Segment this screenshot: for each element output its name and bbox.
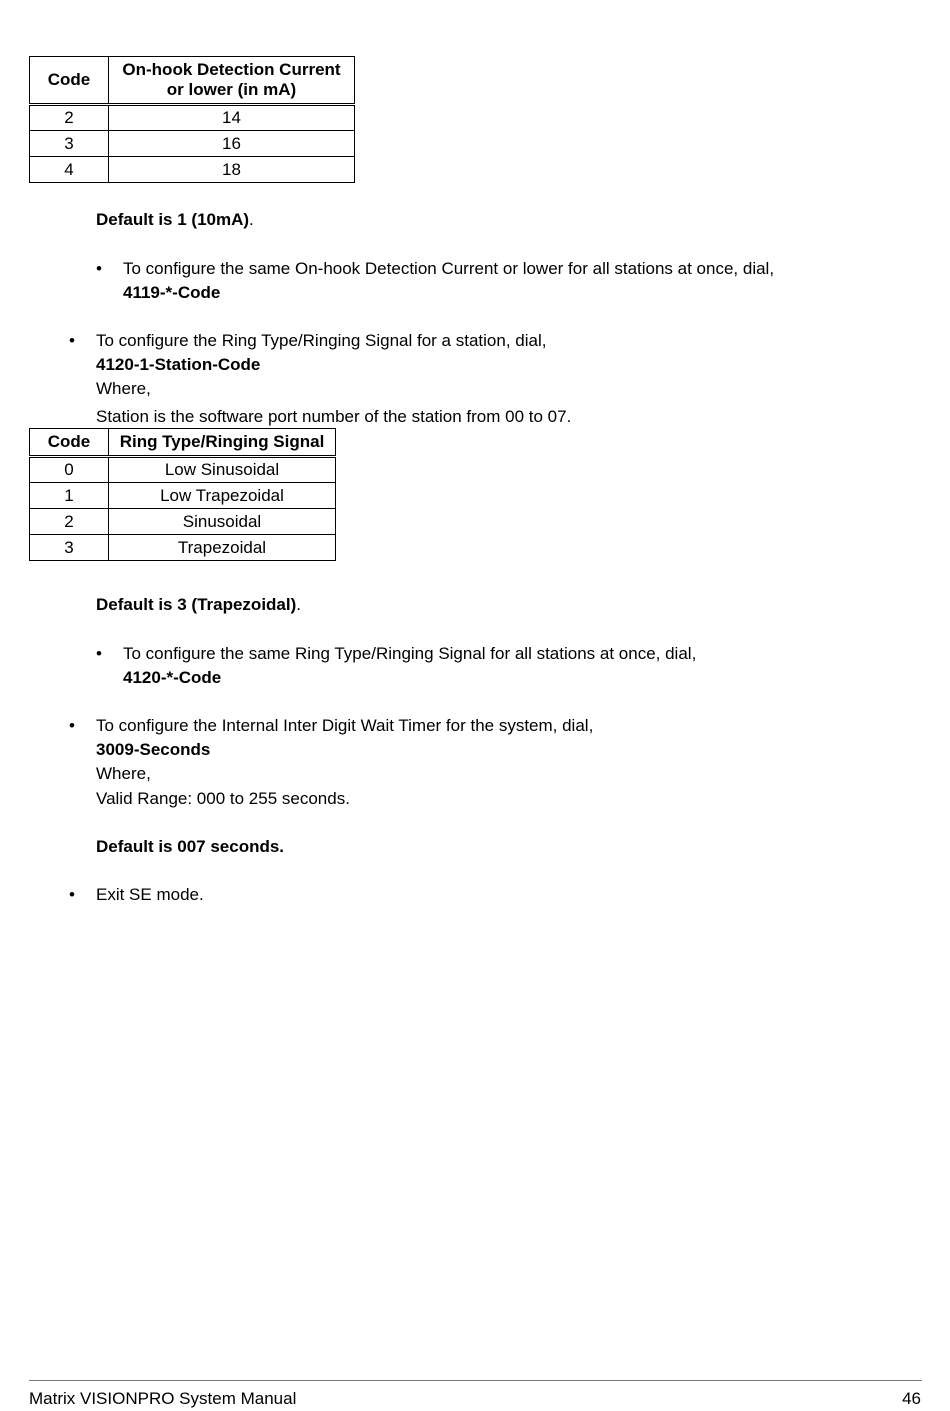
footer-divider: [29, 1380, 922, 1381]
table-cell-code: 1: [30, 483, 109, 509]
bullet-timer-default: Default is 007 seconds.: [96, 837, 285, 856]
table-cell-code: 2: [30, 509, 109, 535]
ring-type-table: [29, 428, 336, 561]
table-header-code: Code: [30, 57, 109, 105]
bullet-timer-where: Where,: [96, 764, 151, 783]
default-onhook-tail: .: [249, 210, 254, 229]
bullet-onhook-all-text: To configure the same On-hook Detection Current or lower for all stations at once, dial,: [123, 259, 775, 278]
bullet-timer-text: To configure the Internal Inter Digit Wait Timer for the system, dial,: [96, 716, 594, 735]
bullet-glyph: •: [96, 259, 102, 278]
default-ring-tail: .: [296, 595, 301, 614]
table-cell-value: Low Trapezoidal: [109, 483, 336, 509]
table-cell-value: Low Sinusoidal: [109, 457, 336, 483]
table-row: [30, 157, 355, 183]
bullet-glyph: •: [69, 716, 75, 735]
footer-title: Matrix VISIONPRO System Manual: [29, 1389, 297, 1408]
table-cell-value: Trapezoidal: [109, 535, 336, 561]
table-row: [30, 509, 336, 535]
default-onhook-bold: Default is 1 (10mA): [96, 210, 250, 229]
bullet-ring-where: Where,: [96, 379, 151, 398]
footer-page-number: 46: [902, 1389, 921, 1408]
bullet-glyph: •: [96, 644, 102, 663]
table-cell-value: 16: [109, 131, 355, 157]
default-ring-bold: Default is 3 (Trapezoidal): [96, 595, 297, 614]
table-cell-value: Sinusoidal: [109, 509, 336, 535]
table-header-ring-type: Ring Type/Ringing Signal: [109, 429, 336, 457]
bullet-onhook-all-code: 4119-*-Code: [123, 283, 221, 302]
bullet-timer-code: 3009-Seconds: [96, 740, 211, 759]
bullet-glyph: •: [69, 331, 75, 350]
default-onhook-note: [96, 208, 254, 232]
table-row: [30, 131, 355, 157]
table-cell-value: 14: [109, 105, 355, 131]
bullet-ring-text: To configure the Ring Type/Ringing Signal for a station, dial,: [96, 331, 547, 350]
table-cell-code: 3: [30, 535, 109, 561]
default-ring-note: [96, 593, 301, 617]
bullet-ring-desc: Station is the software port number of the station from 00 to 07.: [96, 407, 572, 426]
table-header-code: Code: [30, 429, 109, 457]
table-cell-code: 2: [30, 105, 109, 131]
table-row: [30, 483, 336, 509]
table-row: [30, 535, 336, 561]
bullet-ring-all-code: 4120-*-Code: [123, 668, 222, 687]
bullet-glyph: •: [69, 885, 75, 904]
table-cell-value: 18: [109, 157, 355, 183]
bullet-ring-code: 4120-1-Station-Code: [96, 355, 261, 374]
table-row: [30, 457, 336, 483]
table-cell-code: 3: [30, 131, 109, 157]
table-cell-code: 0: [30, 457, 109, 483]
bullet-timer-range: Valid Range: 000 to 255 seconds.: [96, 789, 350, 808]
table-header-current: On-hook Detection Current or lower (in mA): [109, 57, 355, 105]
table-row: [30, 105, 355, 131]
bullet-exit-text: Exit SE mode.: [96, 885, 204, 904]
table-cell-code: 4: [30, 157, 109, 183]
onhook-current-table: [29, 56, 355, 183]
bullet-ring-all-text: To configure the same Ring Type/Ringing Signal for all stations at once, dial,: [123, 644, 697, 663]
